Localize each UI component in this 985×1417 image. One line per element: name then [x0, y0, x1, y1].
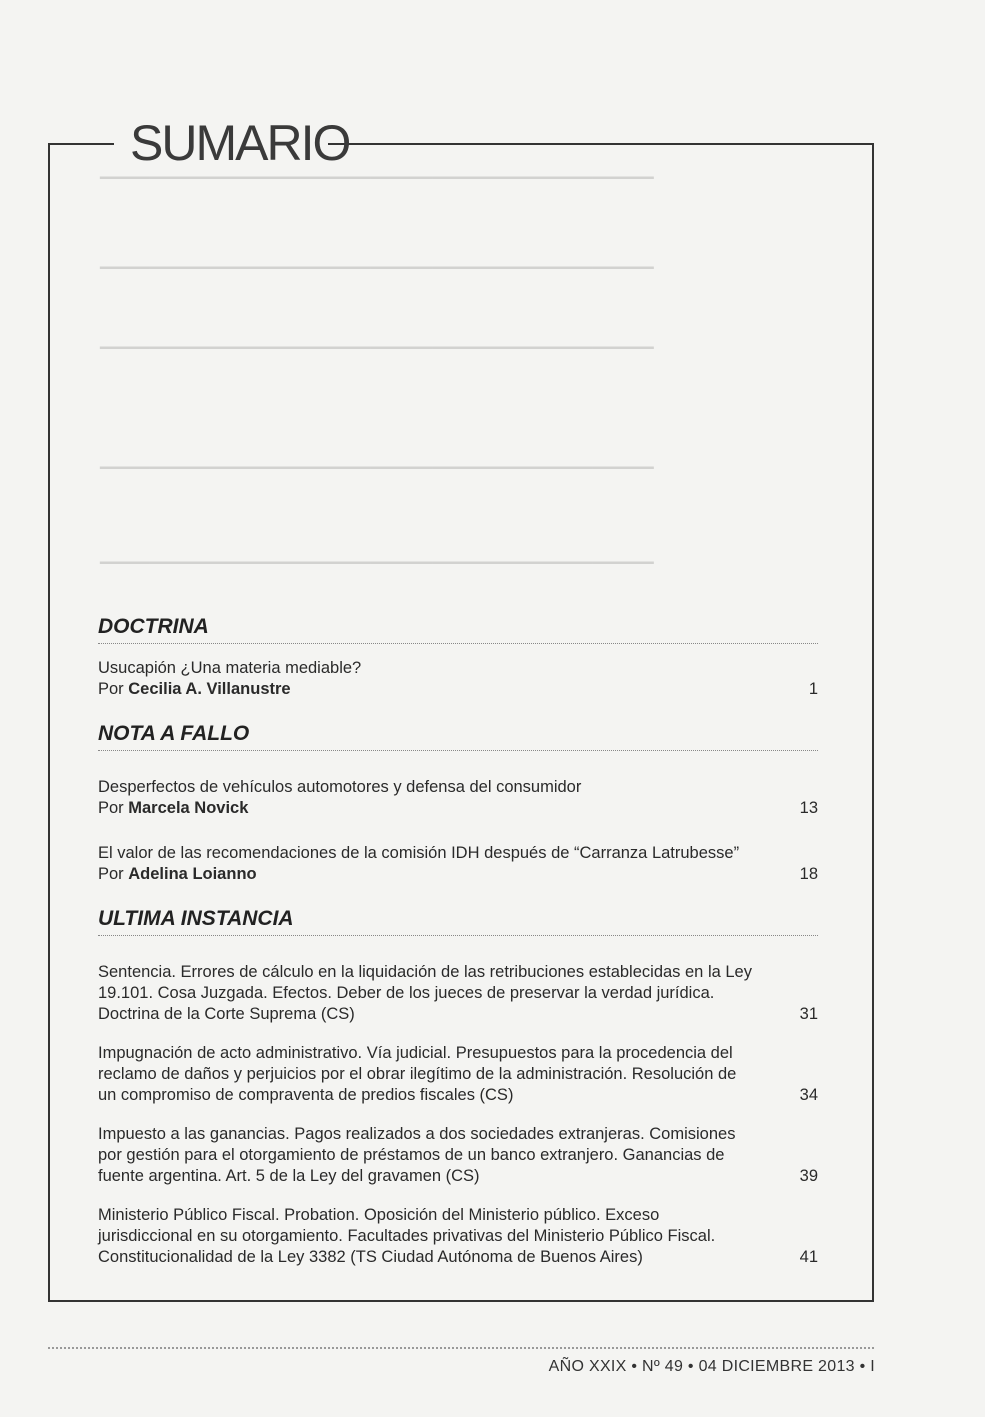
entry-title: Impugnación de acto administrativo. Vía judicial. Presupuestos para la procedencia del reclamo de daños y perjuicios por el obrar ilegítimo de la administración. Resolución de un compromiso de compraventa de predios fiscales (CS) [98, 1044, 737, 1104]
author-prefix: Por [98, 799, 129, 817]
entry-title: Impuesto a las ganancias. Pagos realizados a dos sociedades extranjeras. Comisiones por gestión para el otorgamiento de préstamos de un banco extranjero. Ganancias de fuente argentina. Art. 5 de la Ley del gravamen (CS) [98, 1125, 736, 1185]
toc-entry[interactable] [98, 777, 818, 819]
show-through-texture: ▁▁▁▁▁▁▁▁▁▁▁▁▁▁▁▁▁▁▁▁▁▁▁▁▁▁▁▁▁▁▁▁▁▁▁▁▁▁▁▁▁▁▁▁▁ [100, 162, 654, 179]
section-nota-a-fallo [98, 722, 820, 885]
author-name: Adelina Loianno [128, 865, 257, 883]
page-number: 18 [799, 865, 818, 883]
entry-title: Desperfectos de vehículos automotores y defensa del consumidor [98, 778, 582, 796]
page-footer: AÑO XXIX • Nº 49 • 04 DICIEMBRE 2013 • I [548, 1358, 875, 1375]
show-through-texture: ▁▁▁▁▁▁▁▁▁▁▁▁▁▁▁▁▁▁▁▁▁▁▁▁▁▁▁▁▁▁▁▁▁▁▁▁▁▁▁▁▁▁▁▁▁ [100, 547, 654, 564]
author-name: Cecilia A. Villanustre [128, 680, 291, 698]
page-title: SUMARIO [130, 115, 350, 171]
toc-entry[interactable] [98, 658, 818, 700]
toc-entry[interactable] [98, 962, 818, 1025]
entry-title: Ministerio Público Fiscal. Probation. Oposición del Ministerio público. Exceso jurisdiccional en su otorgamiento. Facultades privativas del Ministerio Público Fiscal. Constitucionalidad de la Ley 3382 (TS Ciudad Autónoma de Buenos Aires) [98, 1206, 716, 1266]
section-ultima-instancia [98, 907, 820, 1268]
show-through-texture: ▁▁▁▁▁▁▁▁▁▁▁▁▁▁▁▁▁▁▁▁▁▁▁▁▁▁▁▁▁▁▁▁▁▁▁▁▁▁▁▁▁▁▁▁▁ [100, 252, 654, 269]
page-number: 31 [799, 1005, 818, 1023]
toc-entry[interactable] [98, 1205, 818, 1268]
frame-top-rule-left [48, 143, 114, 145]
footer-dotted-rule [48, 1347, 874, 1349]
page-number: 34 [799, 1086, 818, 1104]
page-number: 39 [799, 1167, 818, 1185]
entry-title: Usucapión ¿Una materia mediable? [98, 659, 362, 677]
table-of-contents [98, 615, 820, 1268]
entry-title: Sentencia. Errores de cálculo en la liquidación de las retribuciones establecidas en la Ley 19.101. Cosa Juzgada. Efectos. Deber de los jueces de preservar la verdad jurídica. Doctrina de la Corte Suprema (CS) [98, 963, 752, 1023]
page-number: 13 [799, 799, 818, 817]
author-name: Marcela Novick [128, 799, 249, 817]
toc-entry[interactable] [98, 1124, 818, 1187]
section-doctrina [98, 615, 820, 700]
toc-entry[interactable] [98, 1043, 818, 1106]
section-heading: NOTA A FALLO [98, 722, 818, 751]
author-prefix: Por [98, 680, 129, 698]
section-heading: DOCTRINA [98, 615, 818, 644]
toc-entry[interactable] [98, 843, 818, 885]
show-through-texture: ▁▁▁▁▁▁▁▁▁▁▁▁▁▁▁▁▁▁▁▁▁▁▁▁▁▁▁▁▁▁▁▁▁▁▁▁▁▁▁▁▁▁▁▁▁ [100, 452, 654, 469]
page-number: 41 [799, 1248, 818, 1266]
page-number: 1 [808, 680, 818, 698]
section-heading: ULTIMA INSTANCIA [98, 907, 818, 936]
entry-title: El valor de las recomendaciones de la comisión IDH después de “Carranza Latrubesse” [98, 844, 740, 862]
frame-top-rule-right [328, 143, 874, 145]
author-prefix: Por [98, 865, 129, 883]
show-through-texture: ▁▁▁▁▁▁▁▁▁▁▁▁▁▁▁▁▁▁▁▁▁▁▁▁▁▁▁▁▁▁▁▁▁▁▁▁▁▁▁▁▁▁▁▁▁ [100, 332, 654, 349]
